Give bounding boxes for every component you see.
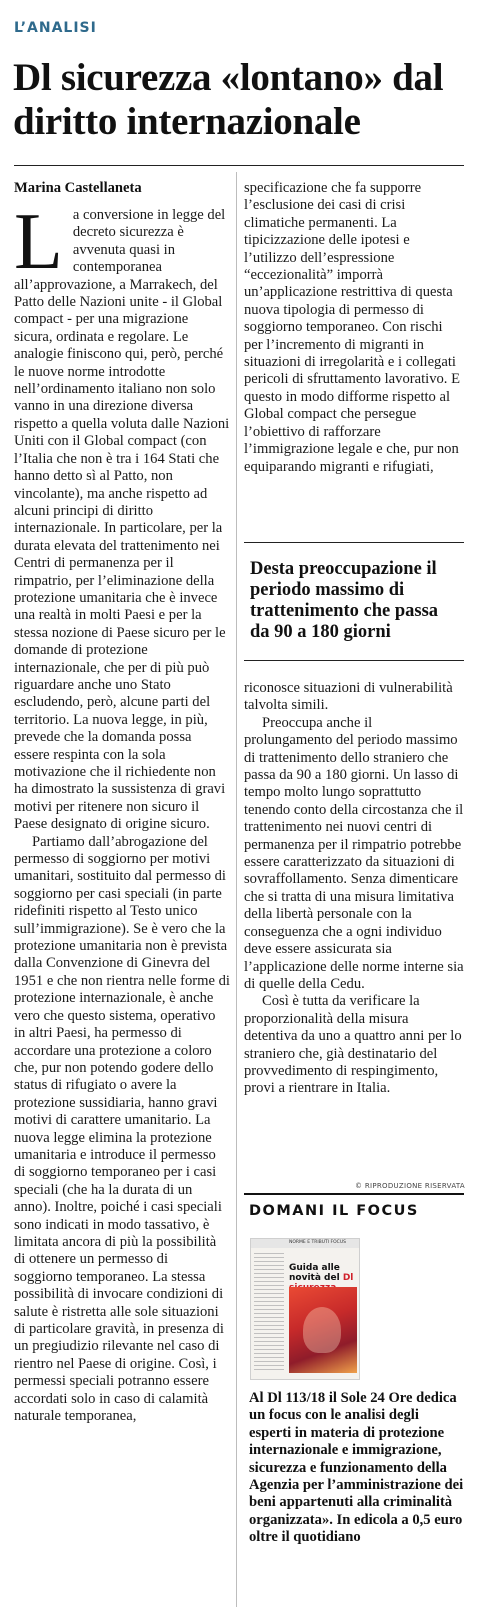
focus-title: DOMANI IL FOCUS	[249, 1203, 419, 1219]
cover-illustration	[289, 1287, 357, 1373]
column-divider	[236, 172, 237, 1607]
paragraph-6: Così è tutta da verificare la proporzionalità della misura detentiva da uno a quattro anni per lo straniero che, già destinatario del provvedimento di respingimento, provi a rientrare in Italia.	[244, 993, 462, 1097]
paragraph-2: Partiamo dall’abrogazione del permesso di soggiorno per motivi umanitari, sostituito dal permesso di soggiorno per casi speciali (in parte ridefiniti rispetto al Testo unico sull’immigrazione). Se è vero che la protezione umanitaria non è prevista dalla Convenzione di Ginevra del 1951 e che non rientra nelle forme di protezione internazionale, è anche vero che questo sistema, operativo in altri Paesi, ha permesso di accordare una protezione a coloro che, pur non potendo godere dello status di rifugiato o avere la protezione sussidiaria, hanno gravi motivi di carattere umanitario. La nuova legge elimina la protezione umanitaria e introduce il permesso di soggiorno temporaneo per i casi speciali (che ha la durata di un anno). Inoltre, poiché i casi speciali sono indicati in modo tassativo, è limitata ancora di più la possibilità di ottenere un permesso di soggiorno temporaneo. La stessa possibilità di invocare condizioni di salute è ristretta alle sole situazioni di particolare gravità, in presenza di un pregiudizio rilevante nel caso di rientro nel Paese di origine. Così, i permessi speciali potranno essere accordati solo in caso di calamità naturale temporanea,	[14, 833, 230, 1425]
author-byline: Marina Castellaneta	[14, 180, 142, 196]
cover-headline-2: Dl	[342, 1273, 354, 1283]
cover-label: NORME E TRIBUTI FOCUS	[289, 1240, 346, 1245]
drop-cap: L	[14, 207, 63, 286]
cover-headline-1: Guida alle novità del	[289, 1263, 340, 1283]
cover-text-lines	[254, 1253, 284, 1373]
paragraph-5: Preoccupa anche il prolungamento del periodo massimo di trattenimento dello straniero che passa da 90 a 180 giorni. Un lasso di tempo molto lungo soprattutto tenendo conto della circostanza che il trattenimento nei nuovi centri di permanenza per il rimpatrio potrebbe essere caratterizzato da situazioni di sovraffollamento. Senza dimenticare che si tratta di una misura limitativa della libertà personale con la conseguenza che a ogni individuo deve essere assicurata sia l’applicazione delle norme interne sia di quelle della Cedu.	[244, 714, 464, 992]
focus-rule	[244, 1193, 464, 1195]
column-right-bottom	[244, 680, 464, 1160]
paragraph-4: riconosce situazioni di vulnerabilità talvolta simili.	[244, 680, 453, 714]
section-label: L’ANALISI	[14, 20, 97, 36]
paragraph-1: a conversione in legge del decreto sicurezza è avvenuta quasi in contemporanea all’approvazione, a Marrakech, del Patto delle Nazioni unite - il Global compact - per una migrazione sicura, ordinata e regolare. Le analogie finiscono qui, però, perché le nuove norme introdotte nell’ordinamento italiano non solo vanno in una direzione diversa rispetto a quella voluta dalle Nazioni Uniti con il Global compact (con l’Italia che non è tra i 164 Stati che hanno detto sì al Patto, non vincolante), ma anche rispetto ad alcuni principi di diritto internazionale. In particolare, per la durata elevata del trattenimento nei Centri di permanenza per il rimpatrio, per l’eliminazione della protezione umanitaria che è invece una realtà in molti Paesi e per la stessa nozione di Paese sicuro per le domande di protezione internazionale, che per di più può riguardare anche uno Stato escludendo, però, alcune parti del territorio. La nuova legge, in più, prevede che la domanda possa essere respinta con la sola motivazione che il richiedente non ha dimostrato la sussistenza di gravi motivi per ritenere non sicuro il Paese designato di origine sicuro.	[14, 207, 230, 833]
column-right-top	[244, 180, 464, 528]
headline-divider	[14, 165, 464, 166]
column-left	[14, 207, 230, 1602]
quote-rule-bottom	[244, 660, 464, 661]
copyright-note: © RIPRODUZIONE RISERVATA	[355, 1182, 465, 1190]
pull-quote: Desta preoccupazione il periodo massimo di trattenimento che passa da 90 a 180 giorni	[250, 559, 439, 642]
focus-description: Al Dl 113/18 il Sole 24 Ore dedica un focus con le analisi degli esperti in materia di protezione internazionale e immigrazione, sicurezza e funzionamento della Agenzia per l’amministrazione dei beni appartenuti alla criminalità organizzata». In edicola a 0,5 euro oltre il quotidiano	[249, 1390, 464, 1546]
quote-rule-top	[244, 542, 464, 543]
focus-cover-image	[250, 1238, 360, 1380]
article-headline: Dl sicurezza «lontano» dal diritto internazionale	[13, 56, 444, 143]
paragraph-3: specificazione che fa supporre l’esclusione dei casi di crisi climatiche permanenti. La tipicizzazione delle ipotesi e l’utilizzo dell’espressione “eccezionalità” imporrà un’applicazione restrittiva di questa nuova tipologia di permesso di soggiorno temporaneo. Con rischi per l’incremento di migranti in situazioni di irregolarità e i collegati pericoli di sfruttamento lavorativo. E questo in modo difforme rispetto al Global compact che persegue l’obiettivo di rafforzare l’immigrazione legale e che, pur non equiparando migranti e rifugiati,	[244, 180, 461, 475]
